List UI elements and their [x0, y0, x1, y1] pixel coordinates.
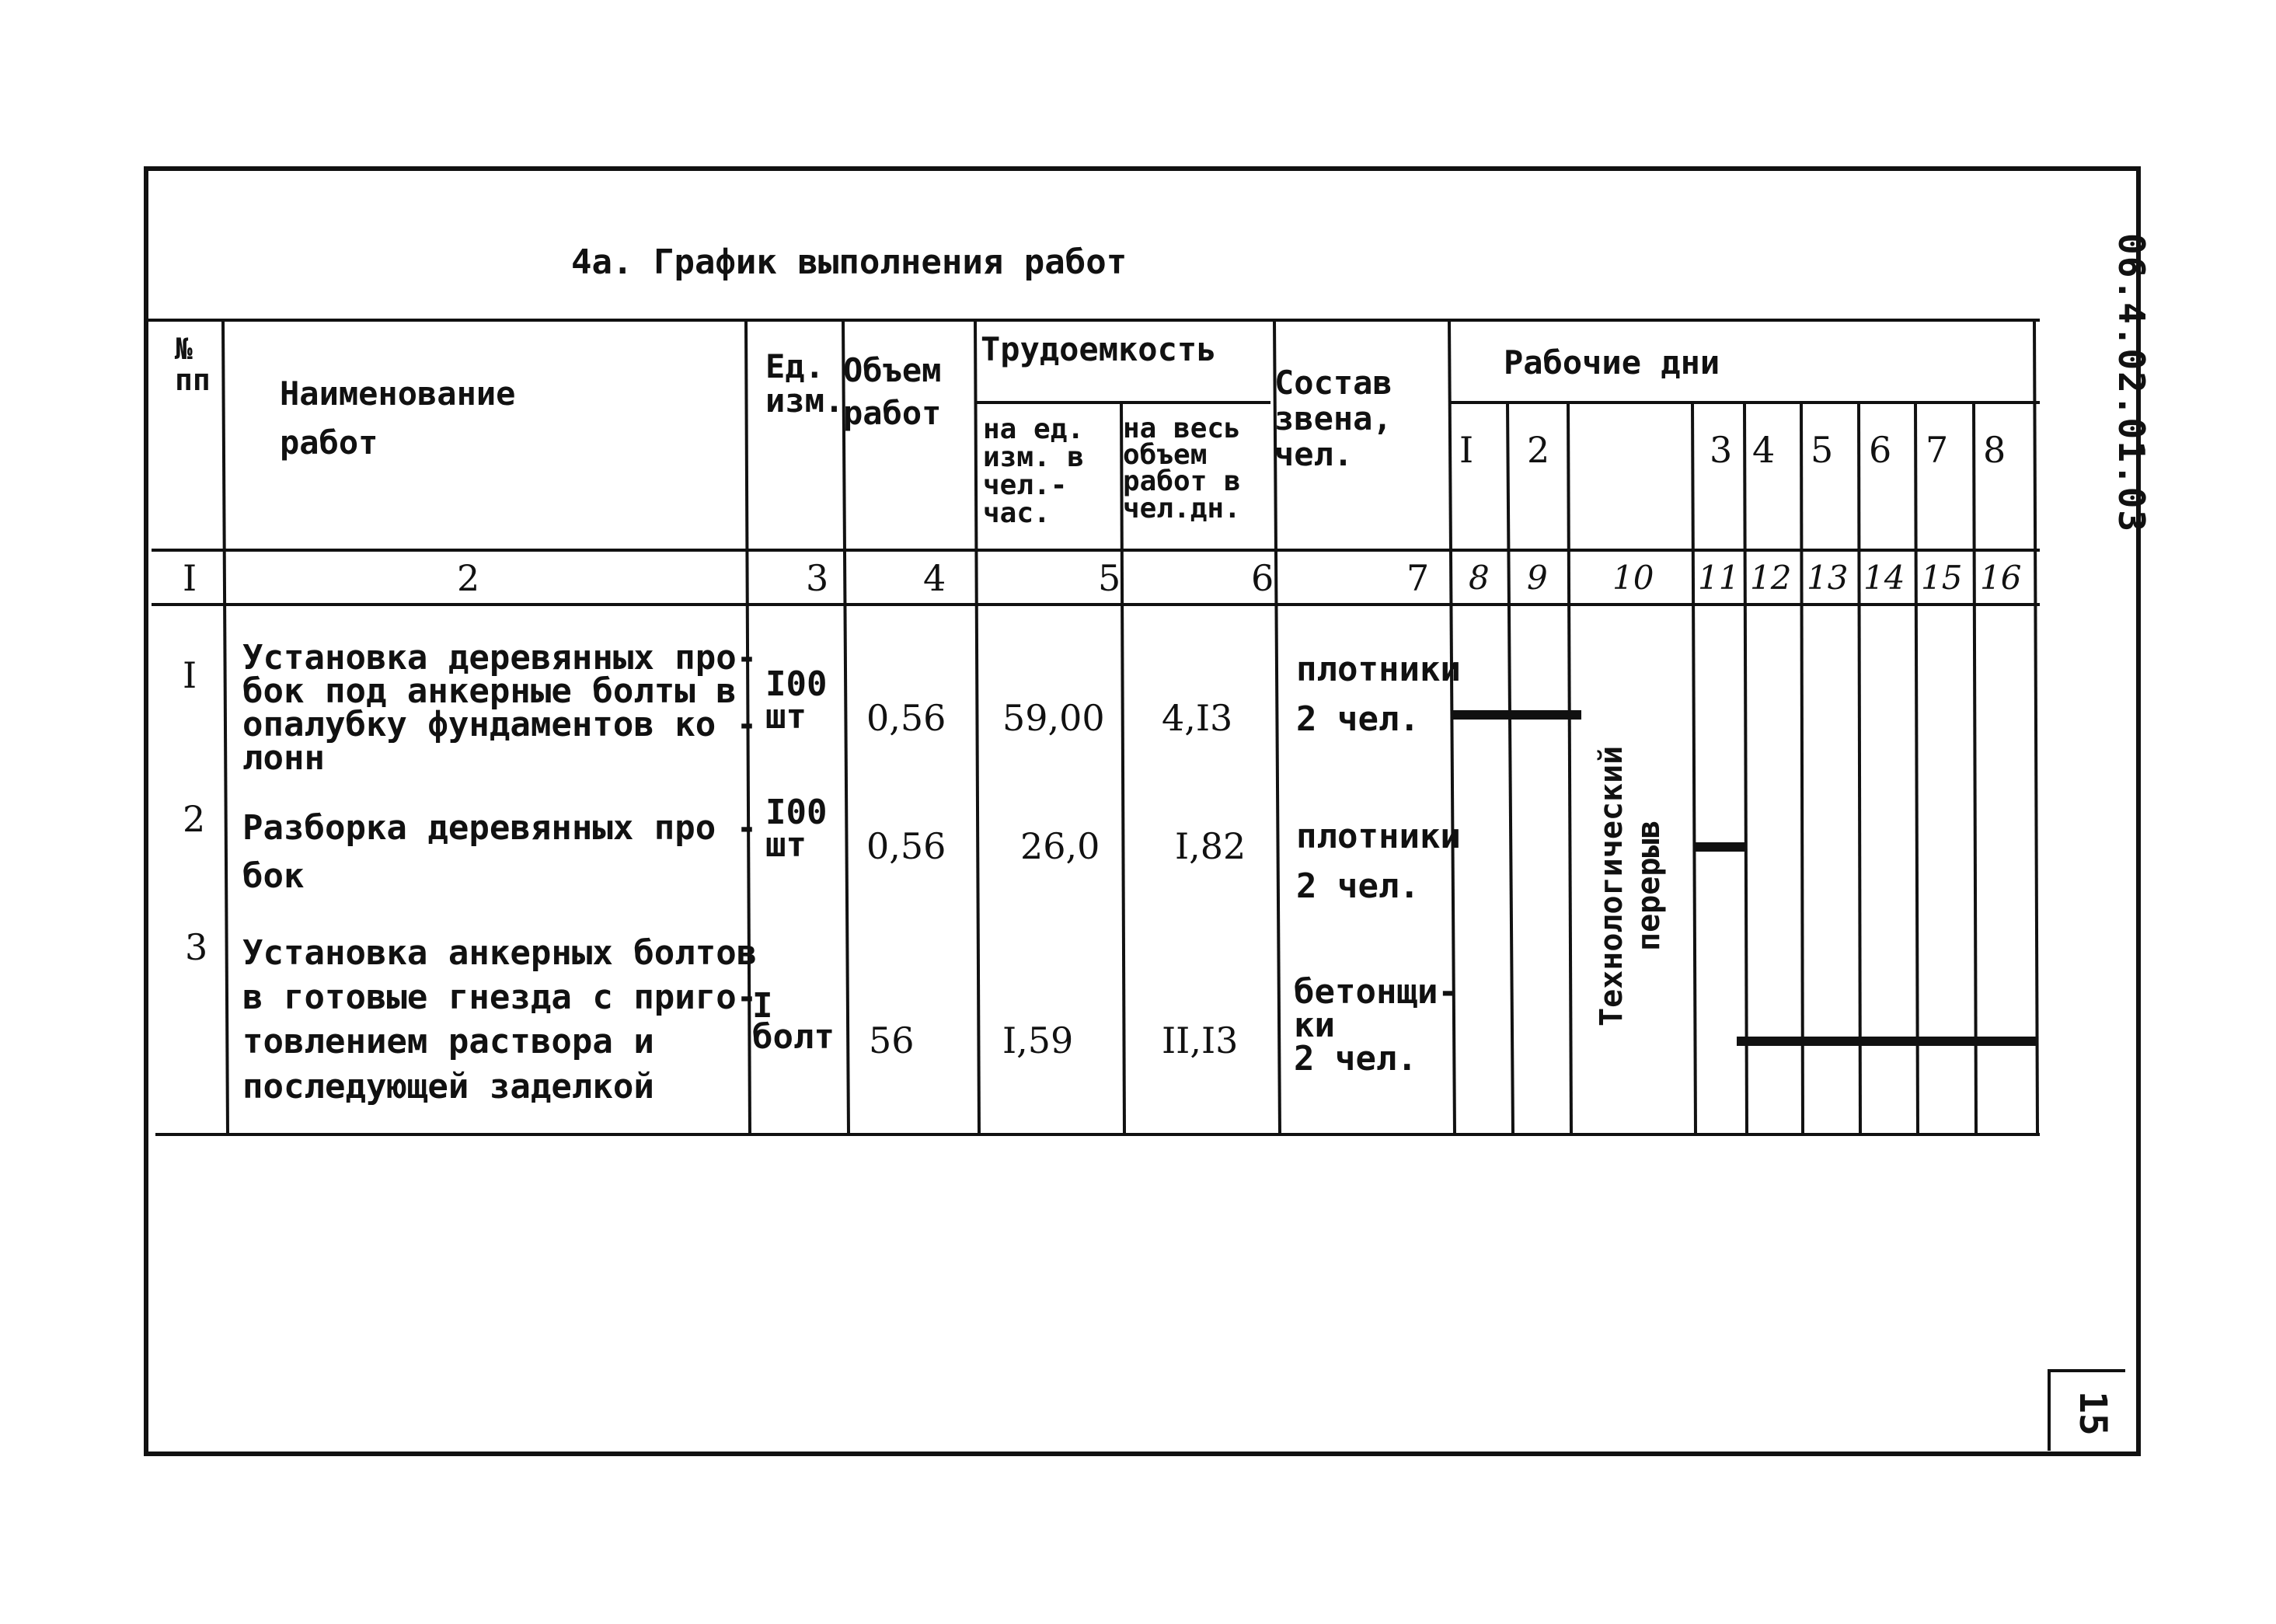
colnum-7: 7	[1406, 557, 1430, 599]
day-label-6: 6	[1869, 429, 1892, 471]
row-1-labor-per-unit: 59,00	[1002, 697, 1105, 739]
row-1-unit: I00 шт	[765, 664, 828, 737]
row-2-volume: 0,56	[866, 825, 946, 867]
colnum-2: 2	[457, 557, 480, 599]
day-label-7: 7	[1926, 429, 1949, 471]
row-1-labor-total: 4,I3	[1162, 697, 1233, 739]
row-2-labor-per-unit: 26,0	[1020, 825, 1100, 867]
colnum-16: 16	[1980, 559, 2022, 597]
day-label-8: 8	[1983, 429, 2006, 471]
colnum-13: 13	[1807, 559, 1849, 597]
row-3-num: 3	[185, 926, 208, 968]
day-label-4: 4	[1752, 429, 1776, 471]
row-2-unit: I00 шт	[765, 793, 828, 865]
header-days: Рабочие дни	[1504, 343, 1720, 382]
header-volume: Объем работ	[843, 351, 942, 432]
colnum-15: 15	[1921, 559, 1963, 597]
technological-break-label: Технологический перерыв	[1594, 745, 1667, 1026]
header-labor: Трудоемкость	[981, 330, 1217, 368]
day-label-5: 5	[1811, 429, 1834, 471]
header-labor-total: на весь объем работ в чел.дн.	[1123, 413, 1241, 524]
header-name: Наименование работ	[280, 375, 516, 462]
row-3-name: Установка анкерных болтов в готовые гнезда с приго- товлением раствора и последующей заделкой	[242, 933, 758, 1106]
row-3-labor-total: II,I3	[1162, 1019, 1239, 1061]
day-label-3: 3	[1710, 429, 1733, 471]
row-3-unit: I болт	[752, 986, 835, 1057]
page-title: 4а. График выполнения работ	[571, 242, 1128, 282]
colnum-12: 12	[1750, 559, 1792, 597]
header-crew: Состав звена, чел.	[1274, 364, 1392, 474]
day-label-2: 2	[1527, 429, 1550, 471]
colnum-6: 6	[1251, 557, 1274, 599]
row-2-labor-total: I,82	[1175, 825, 1246, 867]
colnum-1: I	[183, 557, 197, 599]
row-1-crew: плотники 2 чел.	[1296, 650, 1461, 739]
page-number: 15	[2071, 1391, 2114, 1436]
header-unit: Ед. изм.	[765, 347, 845, 420]
colnum-3: 3	[806, 557, 829, 599]
colnum-9: 9	[1527, 559, 1548, 597]
row-3-crew: бетонщи- ки 2 чел.	[1294, 972, 1459, 1079]
colnum-8: 8	[1469, 559, 1490, 597]
colnum-11: 11	[1698, 559, 1740, 597]
colnum-14: 14	[1863, 559, 1905, 597]
day-label-1: I	[1459, 429, 1474, 471]
row-2-crew: плотники 2 чел.	[1296, 817, 1461, 906]
colnum-5: 5	[1098, 557, 1121, 599]
header-num: № пп	[175, 332, 211, 397]
row-3-volume: 56	[869, 1019, 915, 1061]
colnum-4: 4	[923, 557, 946, 599]
row-2-num: 2	[183, 798, 206, 840]
row-1-volume: 0,56	[866, 697, 946, 739]
row-1-num: I	[183, 654, 197, 696]
row-1-name: Установка деревянных про- бок под анкерные болты в опалубку фундаментов ко - лонн	[242, 638, 758, 779]
row-3-labor-per-unit: I,59	[1002, 1019, 1074, 1061]
colnum-10: 10	[1612, 559, 1654, 597]
header-labor-per-unit: на ед. изм. в чел.- час.	[983, 413, 1085, 529]
row-2-name: Разборка деревянных про - бок	[242, 808, 758, 896]
document-code: 06.4.02.01.03	[2110, 233, 2152, 534]
